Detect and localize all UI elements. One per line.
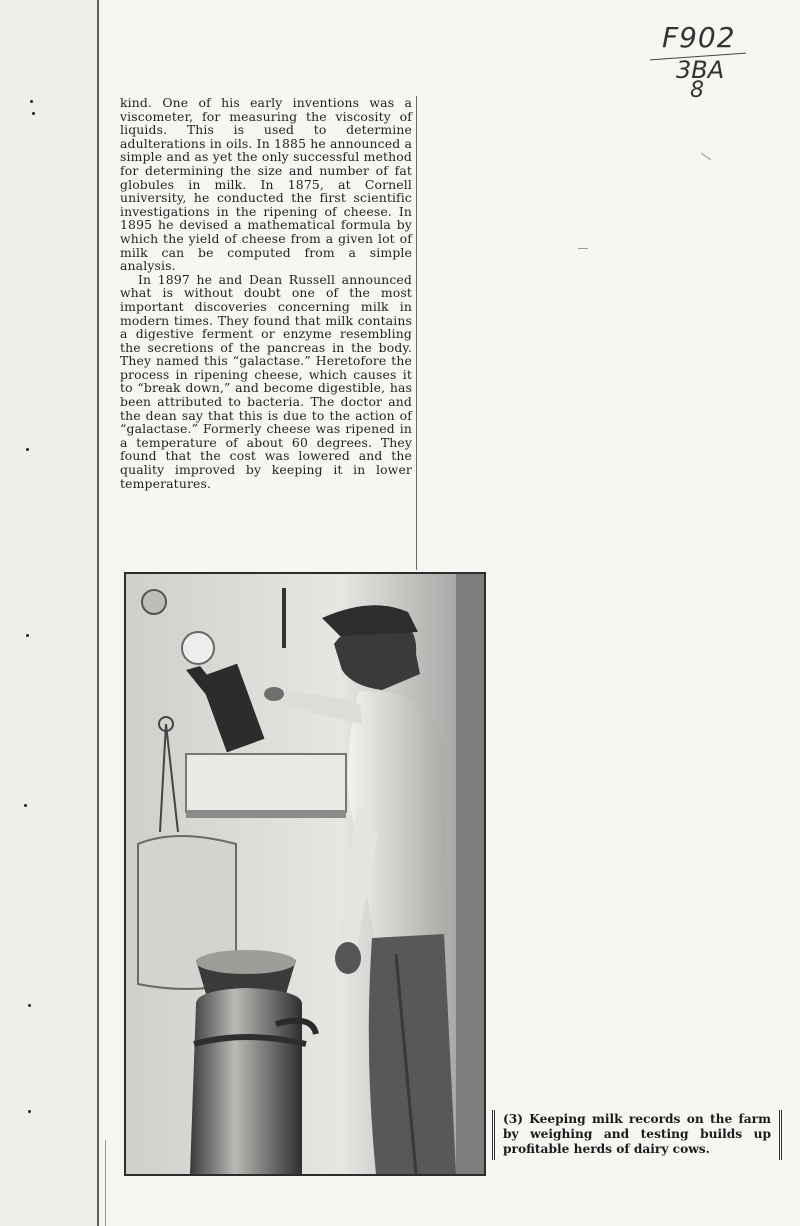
article-paragraph: kind. One of his early inventions was a viscometer, for measuring the viscosity of liquids. This is used to determine adulterations in oils. In 1885 he announced a simple and as yet the only successful method for determining the size and number of fat globules in milk. In 1875, at Cornell university, he conducted the first scientific investigations in the ripening of cheese. In 1895 he devised a mathematical formula by which the yield of cheese from a given lot of milk can be computed from a simple analysis. [120, 96, 412, 274]
scan-speck [24, 804, 27, 807]
handwritten-file-code: F902 [662, 21, 736, 54]
scan-speck [28, 1004, 31, 1007]
newspaper-article-column [120, 96, 417, 570]
scan-speck [26, 448, 29, 451]
scan-speck [30, 100, 33, 103]
halftone-photograph [124, 572, 486, 1176]
scan-speck [32, 112, 35, 115]
man-weighing-milk-photo [126, 574, 484, 1174]
page-fold-line-lower [105, 1140, 106, 1226]
handwritten-file-subcode: 3BA [676, 56, 725, 84]
page-fold-line [97, 0, 99, 1226]
scan-speck [26, 634, 29, 637]
scan-speck [28, 1110, 31, 1113]
photo-caption: (3) Keeping milk records on the farm by weighing and testing builds up profitable herds of dairy cows. [492, 1110, 782, 1160]
handwritten-file-number: 8 [690, 78, 704, 103]
scan-mark [578, 248, 588, 249]
scan-mark [701, 153, 711, 161]
scan-margin [0, 0, 100, 1226]
article-paragraph: In 1897 he and Dean Russell announced what is without doubt one of the most important discoveries concerning milk in modern times. They found that milk contains a digestive ferment or enzyme resembling the secretions of the pancreas in the body. They named this “galactase.” Heretofore the process in ripening cheese, which causes it to “break down,” and become digestible, has been attributed to bacteria. The doctor and the dean say that this is due to the action of “galactase.” Formerly cheese was ripened in a temperature of about 60 degrees. They found that the cost was lowered and the quality improved by keeping it in lower temperatures. [120, 271, 412, 491]
